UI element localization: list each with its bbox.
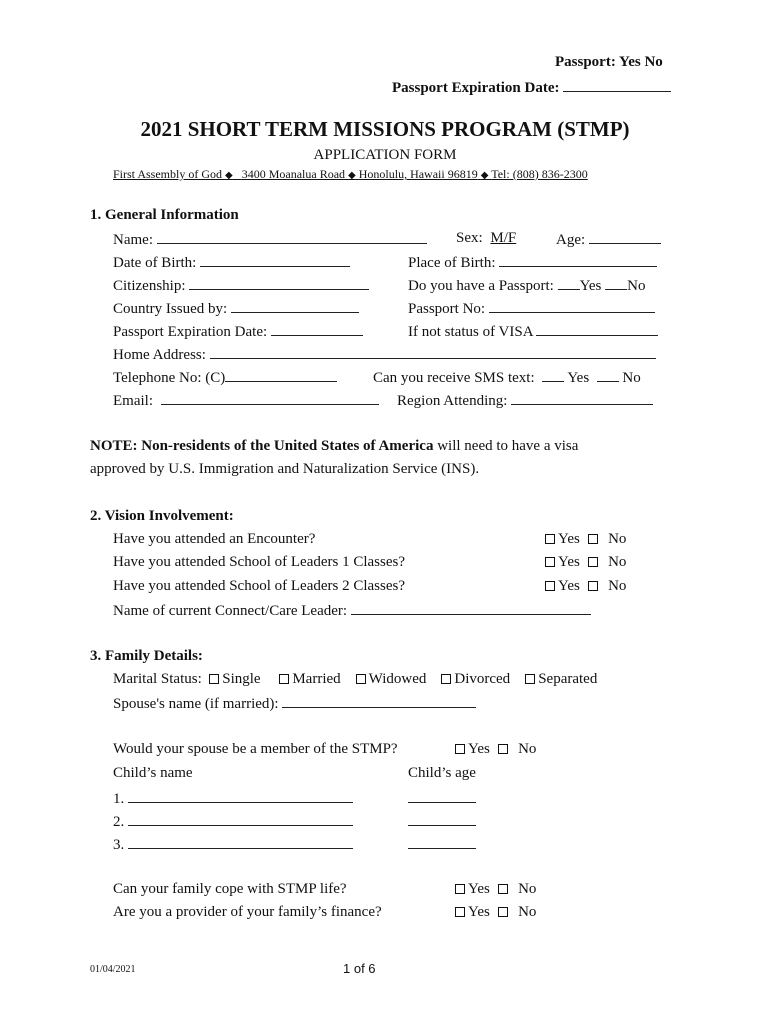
- section1-heading: 1. General Information: [90, 207, 239, 223]
- footer-date: 01/04/2021: [90, 964, 136, 975]
- separated-checkbox[interactable]: [525, 674, 535, 684]
- no-label: No: [608, 531, 627, 547]
- yes-label: Yes: [468, 904, 490, 920]
- note-bold: NOTE: Non-residents of the United States of America: [90, 438, 434, 454]
- sol2-yes-checkbox[interactable]: [545, 581, 555, 591]
- sex-row: [456, 229, 516, 247]
- pob-row: [408, 252, 657, 272]
- visa-field[interactable]: [536, 321, 658, 336]
- sms-no-blank[interactable]: [597, 367, 619, 382]
- divorced-checkbox[interactable]: [441, 674, 451, 684]
- passport-number-field[interactable]: [489, 298, 655, 313]
- org-line: [113, 167, 588, 183]
- sol2-options: [545, 577, 626, 595]
- spouse-name-field[interactable]: [282, 693, 476, 708]
- passport-label: Passport:: [555, 54, 616, 70]
- sol2-question: Have you attended School of Leaders 2 Classes?: [113, 578, 405, 594]
- spouse-member-yes-checkbox[interactable]: [455, 744, 465, 754]
- sms-no-label: No: [622, 370, 641, 386]
- spouse-member-options: [455, 740, 536, 758]
- sol1-question: Have you attended School of Leaders 1 Classes?: [113, 554, 405, 570]
- have-passport-label: Do you have a Passport:: [408, 278, 554, 294]
- spouse-member-question: Would your spouse be a member of the STMP?: [113, 741, 398, 757]
- sex-label: Sex:: [456, 230, 483, 246]
- widowed-label: Widowed: [368, 671, 427, 687]
- passport-yes-label: Yes: [579, 278, 602, 294]
- child-name-field[interactable]: [128, 834, 353, 849]
- passport-no-blank[interactable]: [605, 275, 627, 290]
- cope-options: [455, 880, 536, 898]
- child-name-field[interactable]: [128, 811, 353, 826]
- provider-options: [455, 903, 536, 921]
- spouse-member-no-checkbox[interactable]: [498, 744, 508, 754]
- email-field[interactable]: [161, 390, 379, 405]
- separator-icon: ◆: [225, 170, 233, 181]
- married-label: Married: [292, 671, 341, 687]
- child-age-row: [408, 834, 476, 854]
- pob-label: Place of Birth:: [408, 255, 496, 271]
- sol2-no-checkbox[interactable]: [588, 581, 598, 591]
- no-label: No: [518, 904, 537, 920]
- no-label: No: [518, 741, 537, 757]
- spouse-name-label: Spouse's name (if married):: [113, 696, 279, 712]
- child-name-field[interactable]: [128, 788, 353, 803]
- passport-yes-blank[interactable]: [558, 275, 580, 290]
- country-issued-field[interactable]: [231, 298, 359, 313]
- provider-no-checkbox[interactable]: [498, 907, 508, 917]
- child-row: [113, 811, 353, 831]
- provider-question: Are you a provider of your family’s finance?: [113, 904, 382, 920]
- dob-row: [113, 252, 350, 272]
- child-name-header: Child’s name: [113, 765, 193, 781]
- sol1-options: [545, 553, 626, 571]
- passport-exp-label: Passport Expiration Date:: [113, 324, 268, 340]
- page-title: 2021 SHORT TERM MISSIONS PROGRAM (STMP): [140, 117, 630, 141]
- name-field[interactable]: [157, 229, 427, 244]
- region-row: [397, 390, 653, 410]
- child-row: [113, 788, 353, 808]
- child-age-header: Child’s age: [408, 765, 476, 781]
- child-row: [113, 834, 353, 854]
- no-label: No: [608, 578, 627, 594]
- child-age-field[interactable]: [408, 834, 476, 849]
- encounter-question: Have you attended an Encounter?: [113, 531, 316, 547]
- spouse-name-row: [113, 693, 476, 713]
- dob-label: Date of Birth:: [113, 255, 197, 271]
- name-label: Name:: [113, 232, 153, 248]
- passport-expiration-field[interactable]: [563, 77, 671, 92]
- cope-no-checkbox[interactable]: [498, 884, 508, 894]
- email-label: Email:: [113, 393, 153, 409]
- yes-label: Yes: [558, 554, 580, 570]
- note-line-1: [90, 437, 578, 455]
- sex-value[interactable]: M/F: [490, 230, 517, 246]
- leader-label: Name of current Connect/Care Leader:: [113, 603, 348, 619]
- yes-label: Yes: [558, 531, 580, 547]
- visa-label: If not status of VISA: [408, 324, 533, 340]
- telephone-field[interactable]: [225, 367, 337, 382]
- separator-icon: ◆: [480, 170, 489, 181]
- separated-label: Separated: [538, 671, 598, 687]
- passport-exp-row: [113, 321, 363, 341]
- marital-label: Marital Status:: [113, 671, 202, 687]
- telephone-row: [113, 367, 337, 387]
- divorced-label: Divorced: [454, 671, 511, 687]
- passport-no-label: No: [627, 278, 646, 294]
- single-label: Single: [222, 671, 261, 687]
- telephone-label: Telephone No: (C): [113, 370, 226, 386]
- passport-no-row: [408, 298, 655, 318]
- sms-yes-label: Yes: [567, 370, 590, 386]
- yes-label: Yes: [558, 578, 580, 594]
- encounter-no-checkbox[interactable]: [588, 534, 598, 544]
- cope-yes-checkbox[interactable]: [455, 884, 465, 894]
- child-number: 2.: [113, 814, 125, 830]
- cope-question: Can your family cope with STMP life?: [113, 881, 347, 897]
- child-number: 1.: [113, 791, 125, 807]
- yes-label: Yes: [468, 881, 490, 897]
- passport-yes[interactable]: Yes: [619, 54, 641, 70]
- sms-yes-blank[interactable]: [542, 367, 564, 382]
- passport-no[interactable]: No: [644, 54, 663, 70]
- encounter-yes-checkbox[interactable]: [545, 534, 555, 544]
- visa-row: [408, 321, 658, 341]
- page-number: 1 of 6: [343, 961, 376, 976]
- yes-label: Yes: [468, 741, 490, 757]
- name-row: [113, 229, 427, 249]
- citizenship-row: [113, 275, 369, 295]
- leader-field[interactable]: [351, 600, 591, 615]
- note-rest: will need to have a visa: [433, 438, 579, 454]
- page-subtitle: APPLICATION FORM: [313, 147, 457, 163]
- home-address-field[interactable]: [210, 344, 656, 359]
- sms-label: Can you receive SMS text:: [373, 370, 535, 386]
- org-tel: Tel: (808) 836-2300: [491, 167, 588, 181]
- passport-expiration-label: Passport Expiration Date:: [392, 80, 560, 96]
- sol1-no-checkbox[interactable]: [588, 557, 598, 567]
- have-passport-row: [408, 275, 645, 295]
- child-age-field[interactable]: [408, 788, 476, 803]
- email-row: [113, 390, 379, 410]
- org-address: 3400 Moanalua Road: [241, 167, 346, 181]
- leader-row: [113, 600, 591, 620]
- child-age-field[interactable]: [408, 811, 476, 826]
- citizenship-label: Citizenship:: [113, 278, 186, 294]
- passport-exp-field[interactable]: [271, 321, 363, 336]
- separator-icon: ◆: [348, 170, 356, 181]
- provider-yes-checkbox[interactable]: [455, 907, 465, 917]
- sms-row: [373, 367, 641, 387]
- widowed-checkbox[interactable]: [356, 674, 366, 684]
- pob-field[interactable]: [499, 252, 657, 267]
- citizenship-field[interactable]: [189, 275, 369, 290]
- dob-field[interactable]: [200, 252, 350, 267]
- country-issued-row: [113, 298, 359, 318]
- home-address-row: [113, 344, 656, 364]
- single-checkbox[interactable]: [209, 674, 219, 684]
- age-row: [556, 229, 661, 249]
- region-label: Region Attending:: [397, 393, 508, 409]
- section3-heading: 3. Family Details:: [90, 648, 203, 664]
- child-number: 3.: [113, 837, 125, 853]
- passport-expiration-header: [392, 77, 671, 97]
- org-church: First Assembly of God: [113, 167, 223, 181]
- child-age-row: [408, 788, 476, 808]
- org-city: Honolulu, Hawaii 96819: [358, 167, 478, 181]
- age-label: Age:: [556, 232, 586, 248]
- marital-row: [113, 670, 597, 688]
- child-age-row: [408, 811, 476, 831]
- note-line-2: approved by U.S. Immigration and Naturalization Service (INS).: [90, 461, 480, 477]
- age-field[interactable]: [589, 229, 661, 244]
- country-issued-label: Country Issued by:: [113, 301, 228, 317]
- passport-number-label: Passport No:: [408, 301, 486, 317]
- passport-header: [555, 53, 663, 71]
- no-label: No: [518, 881, 537, 897]
- section2-heading: 2. Vision Involvement:: [90, 508, 234, 524]
- home-address-label: Home Address:: [113, 347, 206, 363]
- encounter-options: [545, 530, 626, 548]
- sol1-yes-checkbox[interactable]: [545, 557, 555, 567]
- region-field[interactable]: [511, 390, 653, 405]
- no-label: No: [608, 554, 627, 570]
- married-checkbox[interactable]: [279, 674, 289, 684]
